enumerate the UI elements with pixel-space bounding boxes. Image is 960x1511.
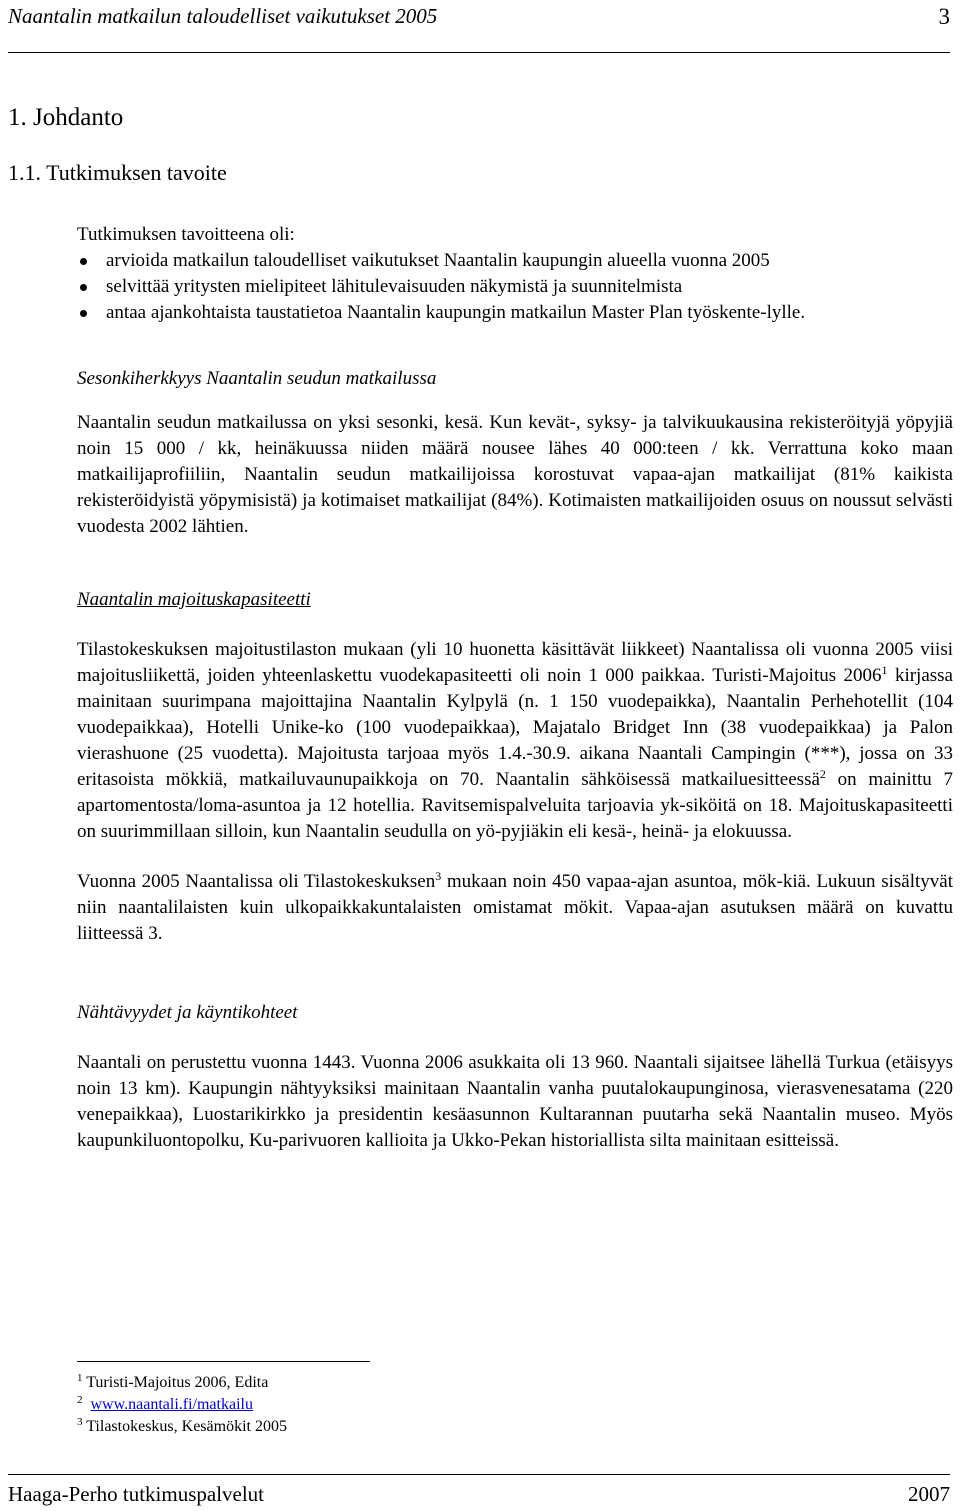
footnote-link[interactable]: www.naantali.fi/matkailu [90, 1396, 253, 1413]
capacity-heading: Naantalin majoituskapasiteetti [77, 589, 311, 610]
goals-list [77, 248, 953, 326]
footnote: $^1$ Turisti-Majoitus 2006, Edita [77, 1372, 269, 1391]
intro-text: Tutkimuksen tavoitteena oli: [77, 224, 295, 245]
footnote: $^2$ www.naantali.fi/matkailu [77, 1394, 253, 1413]
sights-paragraph: Naantali on perustettu vuonna 1443. Vuonna 2006 asukkaita oli 13 960. Naantali sijaitsee lähellä Turkua (etäisyys noin 13 km). Kaupungin nähtyyksiksi mainitaan Naantalin vanha puutalokaupunginosa, vierasvenesatama (220 venepaikkaa), Luostarikirkko ja presidentin kesäasunnon Kultarannan puutarha sekä Naantalin museo. Myös kaupunkiluontopolku, Ku-parivuoren kallioita ja Ukko-Pekan historiallista silta mainitaan esitteissä. [77, 1052, 953, 1151]
footnotes [77, 1361, 377, 1438]
chapter-heading: 1. Johdanto [8, 104, 124, 131]
capacity-paragraph-1: Tilastokeskuksen majoitustilaston mukaan (yli 10 huonetta käsittävät liikkeet) Naantalissa oli vuonna 2005 viisi majoitusliikettä, joiden yhteenlaskettu vuodekapasiteetti oli noin 1 000 paikkaa. Turisti-Majoitus 2006$^1$ kirjassa mainitaan suurimpana majoittajina Naantalin Kylpylä (n. 1 150 vuodepaikka), Naantalin Perhehotellit (104 vuodepaikkaa), Hotelli Unike-ko (100 vuodepaikkaa), Majatalo Bridget Inn (38 vuodepaikkaa) ja Palon vierashuone (25 vuodetta). Majoitusta tarjoaa myös 1.4.-30.9. aikana Naantali Campingin (***), jossa on 33 eritasoista mökkiä, matkailuvaunupaikkoja on 70. Naantalin sähköisessä matkailuesitteessä$^2$ on mainittu 7 apartomentosta/loma-asuntoa ja 12 hotellia. Ravitsemispalveluita tarjoavia yk-siköitä on 18. Majoituskapasiteetti on suurimmillaan silloin, kun Naantalin seudulla on yö-pyjiäkin eli kesä-, heinä- ja elokuussa. [77, 639, 954, 842]
page-number: 3 [938, 4, 950, 29]
sights-heading: Nähtävyydet ja käyntikohteet [77, 1002, 298, 1023]
footnote-separator [77, 1361, 370, 1362]
page-header [8, 0, 950, 53]
season-paragraph: Naantalin seudun matkailussa on yksi sesonki, kesä. Kun kevät-, syksy- ja talvikuukausina rekisteröityjä yöpyjiä noin 15 000 / kk, heinäkuussa niiden määrä nousee lähes 40 000:teen / kk. Verrattuna koko maan matkailijaprofiiliin, Naantalin seudun matkailijoissa korostuvat vapaa-ajan matkailijat (81% kaikista rekisteröidyistä yöpymisistä) ja kotimaiset matkailijat (84%). Kotimaisten matkailijoiden osuus on noussut selvästi vuodesta 2002 lähtien. [77, 412, 953, 537]
list-item: selvittää yritysten mielipiteet lähitulevaisuuden näkymistä ja suunnitelmista [77, 274, 953, 300]
header-title: Naantalin matkailun taloudelliset vaikutukset 2005 [8, 4, 438, 28]
document-body [77, 222, 953, 1154]
footer-organization: Haaga-Perho tutkimuspalvelut [8, 1482, 265, 1506]
list-item: antaa ajankohtaista taustatietoa Naantalin kaupungin matkailun Master Plan työskente-lylle. [77, 300, 953, 326]
footnote-ref: 2 [819, 767, 826, 781]
capacity-paragraph-2: Vuonna 2005 Naantalissa oli Tilastokeskuksen$^3$ mukaan noin 450 vapaa-ajan asuntoa, mök-kiä. Lukuun sisältyvät niin naantalilaisten kuin ulkopaikkakuntalaisten omistamat mökit. Vapaa-ajan asutuksen määrä on kuvattu liitteessä 3. [77, 869, 953, 944]
page-footer [8, 1474, 950, 1511]
list-item: arvioida matkailun taloudelliset vaikutukset Naantalin kaupungin alueella vuonna 2005 [77, 248, 953, 274]
footnote-ref: 1 [881, 663, 888, 677]
footnote: $^3$ Tilastokeskus, Kesämökit 2005 [77, 1416, 287, 1435]
season-heading: Sesonkiherkkyys Naantalin seudun matkailussa [77, 368, 437, 389]
section-heading: 1.1. Tutkimuksen tavoite [8, 160, 227, 185]
footer-year: 2007 [908, 1482, 950, 1506]
footnote-ref: 3 [435, 869, 442, 883]
